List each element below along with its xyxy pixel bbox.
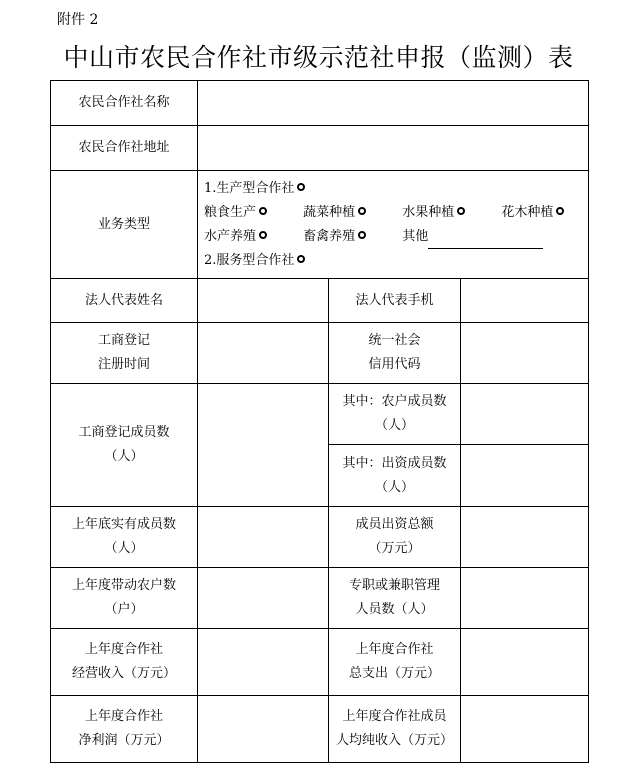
radio-grain[interactable] <box>259 207 267 215</box>
label-legal-rep-name: 法人代表姓名 <box>51 279 198 323</box>
label-farmer-members: 其中：农户成员数 （人） <box>329 384 461 445</box>
field-coop-address[interactable] <box>198 126 589 171</box>
label-total-investment: 成员出资总额 （万元） <box>329 507 461 568</box>
label-registered-members: 工商登记成员数 （人） <box>51 384 198 507</box>
business-type-options <box>198 171 589 279</box>
field-actual-members[interactable] <box>198 507 329 568</box>
label-investor-members: 其中：出资成员数 （人） <box>329 445 461 507</box>
application-form-table <box>50 80 589 763</box>
radio-aquaculture[interactable] <box>259 231 267 239</box>
option-other: 其他 <box>402 228 429 244</box>
field-legal-rep-name[interactable] <box>198 279 329 323</box>
field-managers[interactable] <box>461 568 589 629</box>
field-coop-name[interactable] <box>198 81 589 126</box>
label-per-capita-income: 上年度合作社成员 人均纯收入（万元） <box>329 696 461 763</box>
label-coop-name: 农民合作社名称 <box>51 81 198 126</box>
option-livestock: 畜禽养殖 <box>303 228 356 244</box>
attachment-label: 附件 2 <box>57 12 99 28</box>
option-vegetables: 蔬菜种植 <box>303 204 356 220</box>
radio-vegetables[interactable] <box>358 207 366 215</box>
option-flowers: 花木种植 <box>501 204 554 220</box>
radio-production-type[interactable] <box>297 183 305 191</box>
option-production-type: 1.生产型合作社 <box>204 180 295 196</box>
label-credit-code: 统一社会 信用代码 <box>329 323 461 384</box>
field-other-type[interactable] <box>428 234 543 249</box>
option-fruit: 水果种植 <box>402 204 455 220</box>
label-business-type: 业务类型 <box>51 171 198 279</box>
field-net-profit[interactable] <box>198 696 329 763</box>
radio-livestock[interactable] <box>358 231 366 239</box>
field-households[interactable] <box>198 568 329 629</box>
label-coop-address: 农民合作社地址 <box>51 126 198 171</box>
field-registration-time[interactable] <box>198 323 329 384</box>
label-legal-rep-phone: 法人代表手机 <box>329 279 461 323</box>
radio-fruit[interactable] <box>457 207 465 215</box>
label-revenue: 上年度合作社 经营收入（万元） <box>51 629 198 696</box>
label-households: 上年度带动农户数 （户） <box>51 568 198 629</box>
field-revenue[interactable] <box>198 629 329 696</box>
option-service-type: 2.服务型合作社 <box>204 252 295 268</box>
field-total-investment[interactable] <box>461 507 589 568</box>
option-grain: 粮食生产 <box>204 204 257 220</box>
label-managers: 专职或兼职管理 人员数（人） <box>329 568 461 629</box>
form-title: 中山市农民合作社市级示范社申报（监测）表 <box>63 43 574 72</box>
radio-flowers[interactable] <box>556 207 564 215</box>
option-aquaculture: 水产养殖 <box>204 228 257 244</box>
field-credit-code[interactable] <box>461 323 589 384</box>
field-farmer-members[interactable] <box>461 384 589 445</box>
radio-service-type[interactable] <box>297 255 305 263</box>
label-expense: 上年度合作社 总支出（万元） <box>329 629 461 696</box>
field-investor-members[interactable] <box>461 445 589 507</box>
field-registered-members[interactable] <box>198 384 329 507</box>
field-expense[interactable] <box>461 629 589 696</box>
label-net-profit: 上年度合作社 净利润（万元） <box>51 696 198 763</box>
label-registration-time: 工商登记 注册时间 <box>51 323 198 384</box>
field-per-capita-income[interactable] <box>461 696 589 763</box>
label-actual-members: 上年底实有成员数 （人） <box>51 507 198 568</box>
field-legal-rep-phone[interactable] <box>461 279 589 323</box>
